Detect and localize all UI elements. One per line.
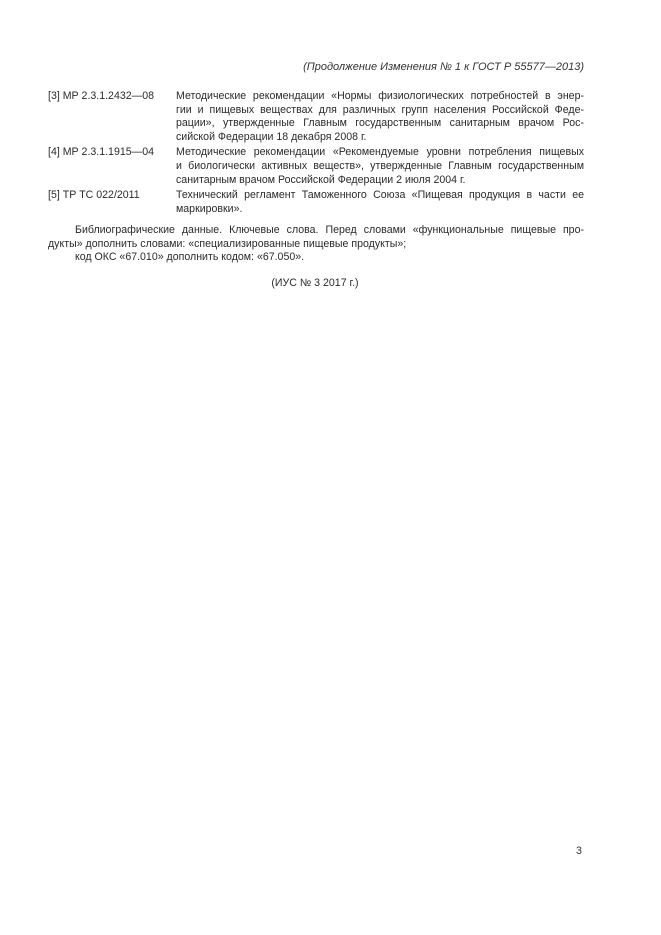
reference-item: [48, 189, 584, 216]
reference-line: сийской Федерации 18 декабря 2008 г.: [176, 130, 367, 143]
reference-line: гии и пищевых веществах для различных групп населения Российской Феде-: [176, 103, 584, 116]
bibliographic-data-paragraph: [48, 224, 584, 265]
reference-line: рации», утвержденные Главным государственным санитарным врачом Рос-: [176, 117, 584, 130]
page-number: 3: [576, 845, 582, 857]
bibliography-references: [48, 90, 584, 218]
reference-line: санитарным врачом Российской Федерации 2 июля 2004 г.: [176, 173, 466, 186]
reference-item: [48, 146, 584, 187]
reference-code: [5] ТР ТС 022/2011: [48, 189, 140, 202]
reference-text: [176, 189, 584, 216]
reference-line: и биологически активных веществ», утвержденные Главным государственным: [176, 159, 584, 172]
running-head: (Продолжение Изменения № 1 к ГОСТ Р 55577—2013): [303, 61, 584, 73]
paragraph-line: дукты» дополнить словами: «специализированные пищевые продукты»;: [48, 237, 407, 250]
reference-code: [3] МР 2.3.1.2432—08: [48, 90, 155, 102]
reference-line: Технический регламент Таможенного Союза «Пищевая продукция в части ее: [176, 189, 584, 202]
paragraph-line: код ОКС «67.010» дополнить кодом: «67.050».: [75, 251, 305, 264]
reference-text: [176, 146, 584, 187]
reference-line: маркировки».: [176, 202, 243, 215]
ius-reference: (ИУС № 3 2017 г.): [271, 277, 359, 289]
reference-code: [4] МР 2.3.1.1915—04: [48, 146, 155, 159]
paragraph-line: Библиографические данные. Ключевые слова. Перед словами «функциональные пищевые про-: [75, 224, 584, 236]
reference-line: Методические рекомендации «Нормы физиологических потребностей в энер-: [176, 90, 584, 102]
reference-line: Методические рекомендации «Рекомендуемые уровни потребления пищевых: [176, 146, 584, 159]
reference-text: [176, 90, 584, 144]
reference-item: [48, 90, 584, 144]
